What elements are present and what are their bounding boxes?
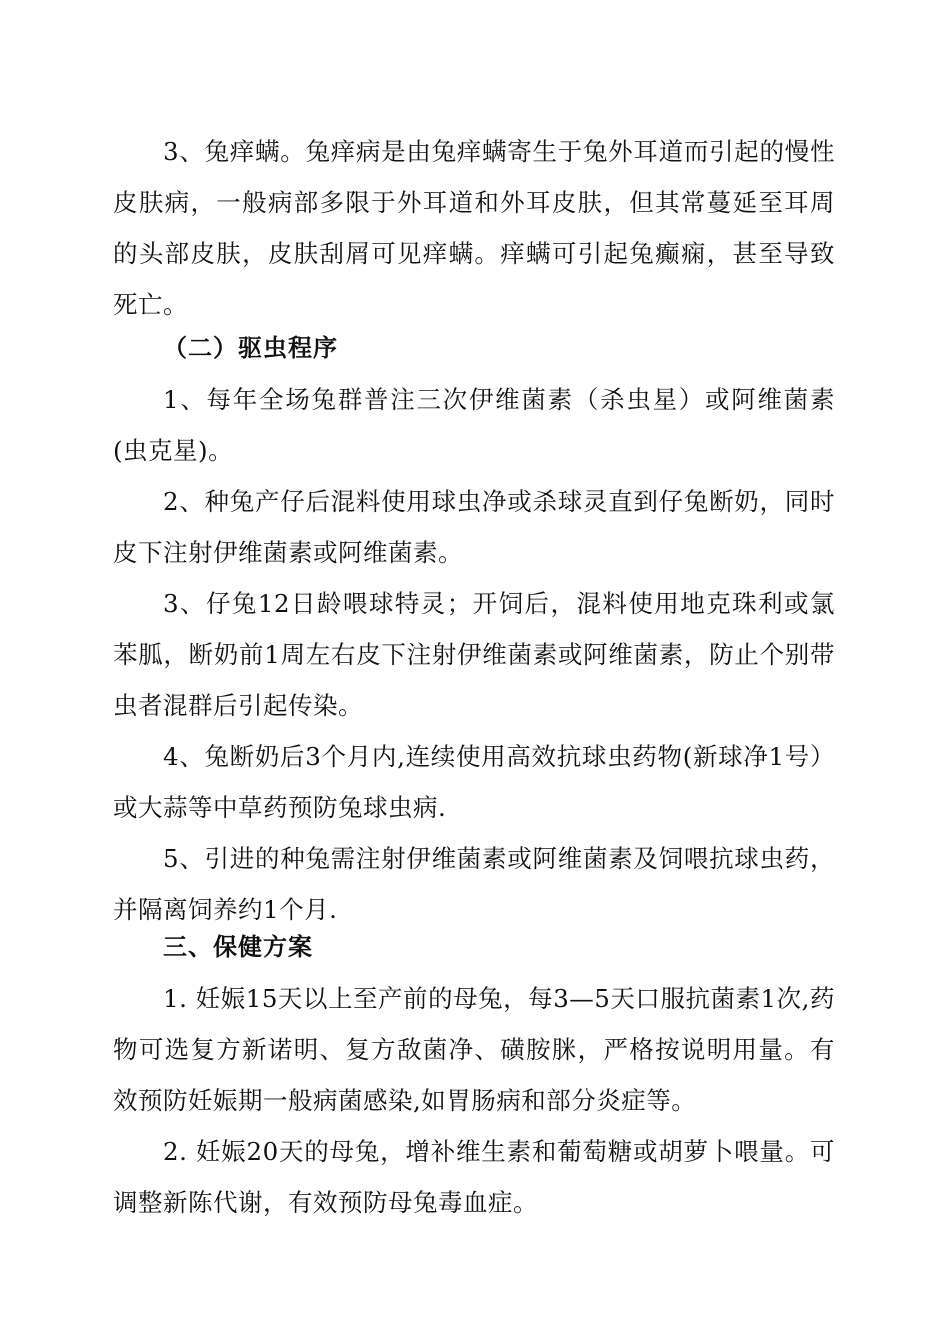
paragraph-deworming-3: 3、仔兔12日龄喂球特灵；开饲后，混料使用地克珠利或氯苯胍，断奶前1周左右皮下注射伊维菌素或阿维菌素，防止个别带虫者混群后引起传染。	[113, 589, 835, 720]
paragraph-deworming-1: 1、每年全场兔群普注三次伊维菌素（杀虫星）或阿维菌素(虫克星)。	[113, 385, 835, 465]
section-heading-healthcare: 三、保健方案	[163, 933, 313, 961]
paragraph-deworming-5: 5、引进的种兔需注射伊维菌素或阿维菌素及饲喂抗球虫药，并隔离饲养约1个月.	[113, 844, 835, 924]
section-heading-deworming: （二）驱虫程序	[163, 334, 338, 362]
paragraph-healthcare-2: 2. 妊娠20天的母兔，增补维生素和葡萄糖或胡萝卜喂量。可调整新陈代谢，有效预防母兔毒血症。	[113, 1137, 835, 1217]
paragraph-mite-disease: 3、兔痒螨。兔痒病是由兔痒螨寄生于兔外耳道而引起的慢性皮肤病，一般病部多限于外耳道和外耳皮肤，但其常蔓延至耳周的头部皮肤，皮肤刮屑可见痒螨。痒螨可引起兔癫痫，甚至导致死亡。	[113, 137, 835, 319]
paragraph-deworming-2: 2、种兔产仔后混料使用球虫净或杀球灵直到仔兔断奶，同时皮下注射伊维菌素或阿维菌素。	[113, 487, 835, 567]
paragraph-healthcare-1: 1. 妊娠15天以上至产前的母兔，每3—5天口服抗菌素1次,药物可选复方新诺明、复方敌菌净、磺胺脒，严格按说明用量。有效预防妊娠期一般病菌感染,如胃肠病和部分炎症等。	[113, 984, 835, 1115]
paragraph-deworming-4: 4、兔断奶后3个月内,连续使用高效抗球虫药物(新球净1号）或大蒜等中草药预防兔球虫病.	[113, 742, 835, 822]
